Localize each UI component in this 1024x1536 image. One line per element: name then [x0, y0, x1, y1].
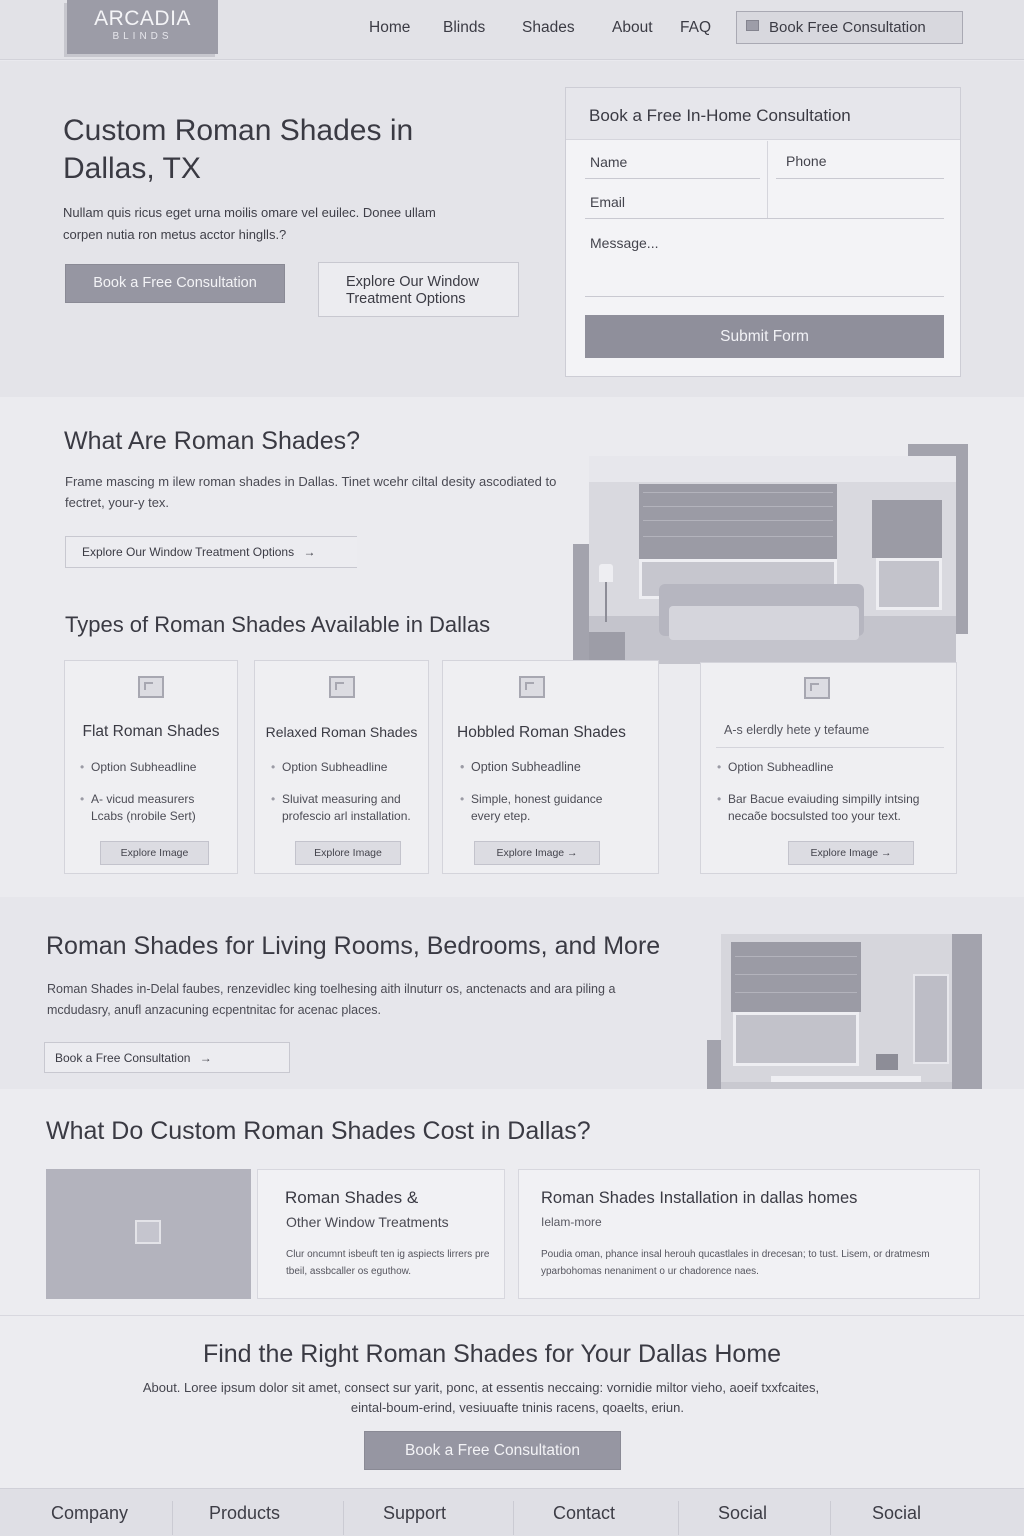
type-card-bullet: • Simple, honest guidance every etep.	[471, 791, 631, 825]
footer-divider	[172, 1501, 173, 1535]
footer-divider	[678, 1501, 679, 1535]
image-placeholder-icon	[804, 677, 830, 699]
explore-image-button[interactable]: Explore Image →	[474, 841, 600, 865]
rooms-button-label: Book a Free Consultation	[55, 1051, 191, 1065]
rooms-section	[0, 897, 1024, 1089]
nav-shades[interactable]: Shades	[522, 19, 575, 36]
types-title: Types of Roman Shades Available in Dallas	[65, 612, 491, 637]
site-header	[0, 0, 1024, 60]
type-card-title: Hobbled Roman Shades	[457, 724, 626, 741]
find-text-line2: eintal-boum-erind, vesiuuafte tninis racens, qoaelts, eriun.	[350, 1400, 684, 1415]
footer-divider	[343, 1501, 344, 1535]
cost-card-subtitle: Ielam-more	[541, 1215, 602, 1229]
cost-card-text: Clur oncumnt isbeuft ten ig aspiects lirrers pre tbeil, assbcaller os eguthow.	[286, 1249, 490, 1277]
footer-divider	[830, 1501, 831, 1535]
type-card-bullet: • Option Subheadline	[728, 759, 928, 776]
submit-form-button[interactable]	[585, 315, 944, 358]
arrow-right-icon: →	[303, 545, 316, 559]
footer-social[interactable]: Social	[718, 1503, 768, 1523]
site-footer	[0, 1488, 1024, 1536]
bedroom-office-image	[721, 934, 952, 1092]
consultation-form	[565, 87, 961, 377]
explore-image-button[interactable]: Explore Image	[295, 841, 401, 865]
find-section	[0, 1315, 1024, 1488]
type-card-bullet: • Sluivat measuring and profescio arl installation.	[282, 791, 427, 825]
nav-home[interactable]: Home	[369, 19, 411, 36]
email-field[interactable]	[585, 181, 944, 219]
what-are-section	[0, 397, 1024, 897]
phone-placeholder: Phone	[786, 153, 827, 169]
find-title: Find the Right Roman Shades for Your Dallas Home	[202, 1340, 782, 1368]
cost-section	[0, 1089, 1024, 1315]
cost-card-title: Roman Shades &	[285, 1188, 419, 1207]
explore-image-button[interactable]: Explore Image	[100, 841, 209, 865]
cost-card-title: Roman Shades Installation in dallas homes	[541, 1189, 858, 1207]
what-are-link-label: Explore Our Window Treatment Options	[82, 545, 295, 559]
footer-contact[interactable]: Contact	[553, 1503, 616, 1523]
image-accent-frame-right	[952, 934, 982, 1092]
footer-support[interactable]: Support	[383, 1503, 447, 1523]
what-are-explore-link[interactable]	[65, 536, 357, 568]
arrow-right-icon: →	[199, 1051, 212, 1065]
hero-explore-label: Explore Our Window Treatment Options	[346, 274, 479, 307]
rooms-consultation-button[interactable]	[44, 1042, 290, 1073]
brand-logo[interactable]	[67, 0, 218, 54]
calendar-icon	[746, 20, 759, 31]
type-card-title: A-s elerdly hete y tefaume	[724, 723, 870, 737]
email-placeholder: Email	[590, 194, 626, 210]
form-title: Book a Free In-Home Consultation	[589, 106, 851, 125]
form-header	[566, 88, 960, 140]
footer-products[interactable]: Products	[209, 1503, 281, 1523]
hero-consultation-button[interactable]	[65, 264, 285, 303]
hero-section	[0, 61, 1024, 397]
nav-about[interactable]: About	[612, 19, 653, 36]
type-card-bullet: • Option Subheadline	[282, 759, 422, 776]
explore-image-button[interactable]: Explore Image →	[788, 841, 914, 865]
type-card-flat[interactable]	[64, 660, 238, 874]
type-card-bullet: • A- vicud measurers Lcabs (nrobile Sert)	[91, 791, 226, 825]
message-field[interactable]	[585, 221, 944, 297]
brand-sub: BLINDS	[112, 31, 173, 42]
cost-title: What Do Custom Roman Shades Cost in Dallas?	[46, 1117, 591, 1145]
cost-card-treatments[interactable]	[257, 1169, 505, 1299]
type-card-bullet: • Option Subheadline	[471, 759, 641, 776]
hero-description: Nullam quis ricus eget urna moilis omare vel euilec. Donee ullam corpen nutia ron metus acctor hinglls.?	[63, 205, 436, 242]
type-card-hobbled[interactable]	[442, 660, 659, 874]
name-placeholder: Name	[590, 154, 628, 170]
type-card-relaxed[interactable]	[254, 660, 429, 874]
footer-divider	[513, 1501, 514, 1535]
nav-faq[interactable]: FAQ	[680, 19, 712, 36]
find-text-line1: About. Loree ipsum dolor sit amet, consect sur yarit, ponc, at essentis neccaing: vornidie miltor vieho, aoeif txxfcaites,	[142, 1380, 820, 1395]
what-are-title: What Are Roman Shades?	[64, 427, 360, 455]
cost-card-text: Poudia oman, phance insal herouh qucastlales in drecesan; to tust. Lisem, or dratmesm yparbohomas nenaniment o ur chadorence naes.	[541, 1249, 930, 1277]
nav-cta-label: Book Free Consultation	[769, 19, 926, 36]
type-card-title: Relaxed Roman Shades	[265, 724, 418, 740]
nav-blinds[interactable]: Blinds	[443, 19, 486, 36]
phone-field[interactable]	[776, 141, 944, 179]
type-card-bullet: • Bar Bacue evaiuding simpilly intsing necaõe bocsulsted too your text.	[728, 791, 953, 825]
rooms-title: Roman Shades for Living Rooms, Bedrooms, and More	[46, 932, 661, 960]
footer-social-2[interactable]: Social	[872, 1503, 922, 1523]
image-placeholder-icon	[329, 676, 355, 698]
image-placeholder-icon	[138, 676, 164, 698]
hero-title: Custom Roman Shades in Dallas, TX	[63, 114, 414, 185]
image-placeholder-icon	[519, 676, 545, 698]
hero-consultation-label: Book a Free Consultation	[93, 275, 257, 291]
image-placeholder-icon	[135, 1220, 161, 1244]
cost-card-installation[interactable]	[518, 1169, 980, 1299]
message-placeholder: Message...	[590, 235, 659, 251]
type-card-other[interactable]	[700, 662, 957, 874]
submit-label: Submit Form	[720, 328, 809, 345]
living-room-image	[589, 456, 956, 664]
nav-consultation-button[interactable]	[736, 11, 963, 44]
hero-explore-button[interactable]	[318, 262, 519, 317]
find-button-label: Book a Free Consultation	[405, 1442, 580, 1459]
name-field[interactable]	[585, 141, 760, 179]
type-card-bullet: • Option Subheadline	[91, 759, 231, 776]
find-consultation-button[interactable]	[364, 1431, 621, 1470]
brand-name: ARCADIA	[94, 7, 191, 30]
footer-company[interactable]: Company	[51, 1503, 129, 1523]
cost-image-placeholder	[46, 1169, 251, 1299]
what-are-text: Frame mascing m ilew roman shades in Dallas. Tinet wcehr ciltal desity ascodiated to fectret, your-y tex.	[65, 474, 557, 510]
type-card-divider	[716, 747, 944, 748]
type-card-title: Flat Roman Shades	[82, 723, 220, 740]
cost-card-subtitle: Other Window Treatments	[286, 1214, 449, 1230]
rooms-text: Roman Shades in-Delal faubes, renzevidlec king toelhesing aith ilnuturr os, anctenacts and ara piling a mcdudasry, anufl anzacuning ecpentnitac for acenac places.	[47, 982, 616, 1017]
